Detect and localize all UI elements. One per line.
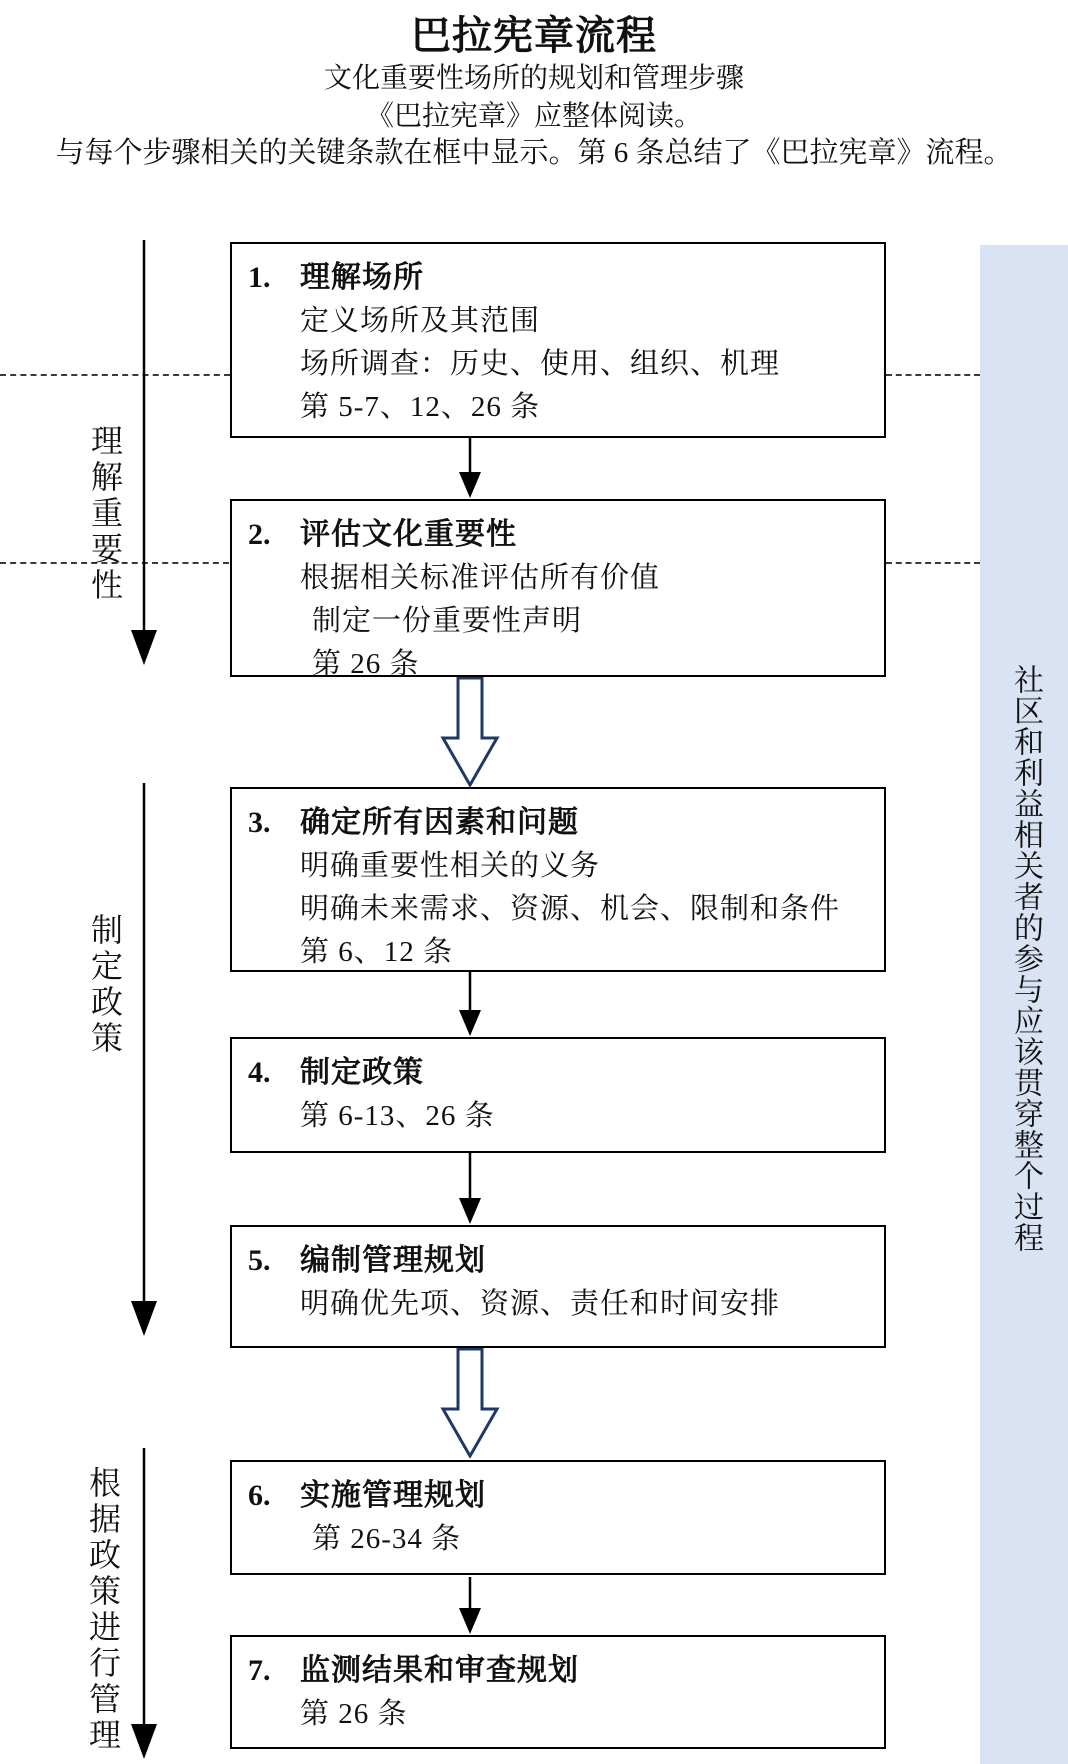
step-title: 理解场所 [300, 261, 424, 294]
step-title: 制定政策 [300, 1056, 424, 1089]
phase-arrow-policy-icon [127, 783, 161, 1337]
phase-label-understand-significance: 理解重要性 [87, 424, 123, 604]
step-articles: 第 26-34 条 [312, 1523, 462, 1555]
step-articles: 第 6-13、26 条 [300, 1100, 495, 1132]
step-box-1-understand-place [230, 242, 886, 438]
step-detail: 明确优先项、资源、责任和时间安排 [300, 1288, 781, 1320]
step-title: 确定所有因素和问题 [300, 806, 579, 839]
step-number: 2. [248, 518, 271, 551]
dashed-line-bottom-right [886, 562, 980, 564]
connector-arrow-6-7-icon [455, 1577, 485, 1635]
step-detail: 明确重要性相关的义务 [300, 850, 601, 882]
phase-label-develop-policy: 制定政策 [87, 913, 123, 1057]
dashed-line-top-right [886, 374, 980, 376]
step-box-6-implement-plan [230, 1460, 886, 1575]
step-number: 1. [248, 261, 271, 294]
step-title: 编制管理规划 [300, 1244, 486, 1277]
block-arrow-2-3-icon [440, 677, 500, 787]
step-title: 监测结果和审查规划 [300, 1654, 579, 1687]
step-articles: 第 26 条 [312, 648, 420, 680]
step-title: 实施管理规划 [300, 1479, 486, 1512]
phase-arrow-understand-icon [127, 240, 161, 666]
block-arrow-5-6-icon [440, 1348, 500, 1458]
page-title: 巴拉宪章流程 [411, 13, 657, 58]
step-detail: 制定一份重要性声明 [312, 605, 583, 637]
step-number: 6. [248, 1479, 271, 1512]
step-articles: 第 26 条 [300, 1698, 408, 1730]
step-detail: 根据相关标准评估所有价值 [300, 562, 661, 594]
step-articles: 第 5-7、12、26 条 [300, 391, 541, 423]
connector-arrow-4-5-icon [455, 1153, 485, 1225]
step-detail: 定义场所及其范围 [300, 305, 541, 337]
step-detail: 场所调查：历史、使用、组织、机理 [300, 348, 781, 380]
community-participation-label: 社区和利益相关者的参与应该贯穿整个过程 [1009, 664, 1042, 1253]
step-title: 评估文化重要性 [300, 518, 517, 551]
step-number: 3. [248, 806, 271, 839]
step-number: 7. [248, 1654, 271, 1687]
step-number: 5. [248, 1244, 271, 1277]
page-note-articles: 与每个步骤相关的关键条款在框中显示。第 6 条总结了《巴拉宪章》流程。 [55, 137, 1013, 169]
step-box-4-develop-policy [230, 1037, 886, 1153]
step-articles: 第 6、12 条 [300, 936, 454, 968]
step-box-3-identify-issues [230, 787, 886, 972]
step-box-2-assess-significance [230, 499, 886, 680]
step-number: 4. [248, 1056, 271, 1089]
phase-label-manage-by-policy: 根据政策进行管理 [85, 1466, 121, 1754]
page-subtitle: 文化重要性场所的规划和管理步骤 [323, 63, 744, 94]
step-box-5-prepare-management-plan [230, 1225, 886, 1348]
page-note-read-whole: 《巴拉宪章》应整体阅读。 [365, 101, 702, 132]
connector-arrow-3-4-icon [455, 972, 485, 1037]
step-box-7-monitor-review [230, 1635, 886, 1749]
phase-arrow-manage-icon [127, 1448, 161, 1760]
dashed-line-top-left [0, 374, 230, 376]
step-detail: 明确未来需求、资源、机会、限制和条件 [300, 893, 841, 925]
connector-arrow-1-2-icon [455, 438, 485, 499]
